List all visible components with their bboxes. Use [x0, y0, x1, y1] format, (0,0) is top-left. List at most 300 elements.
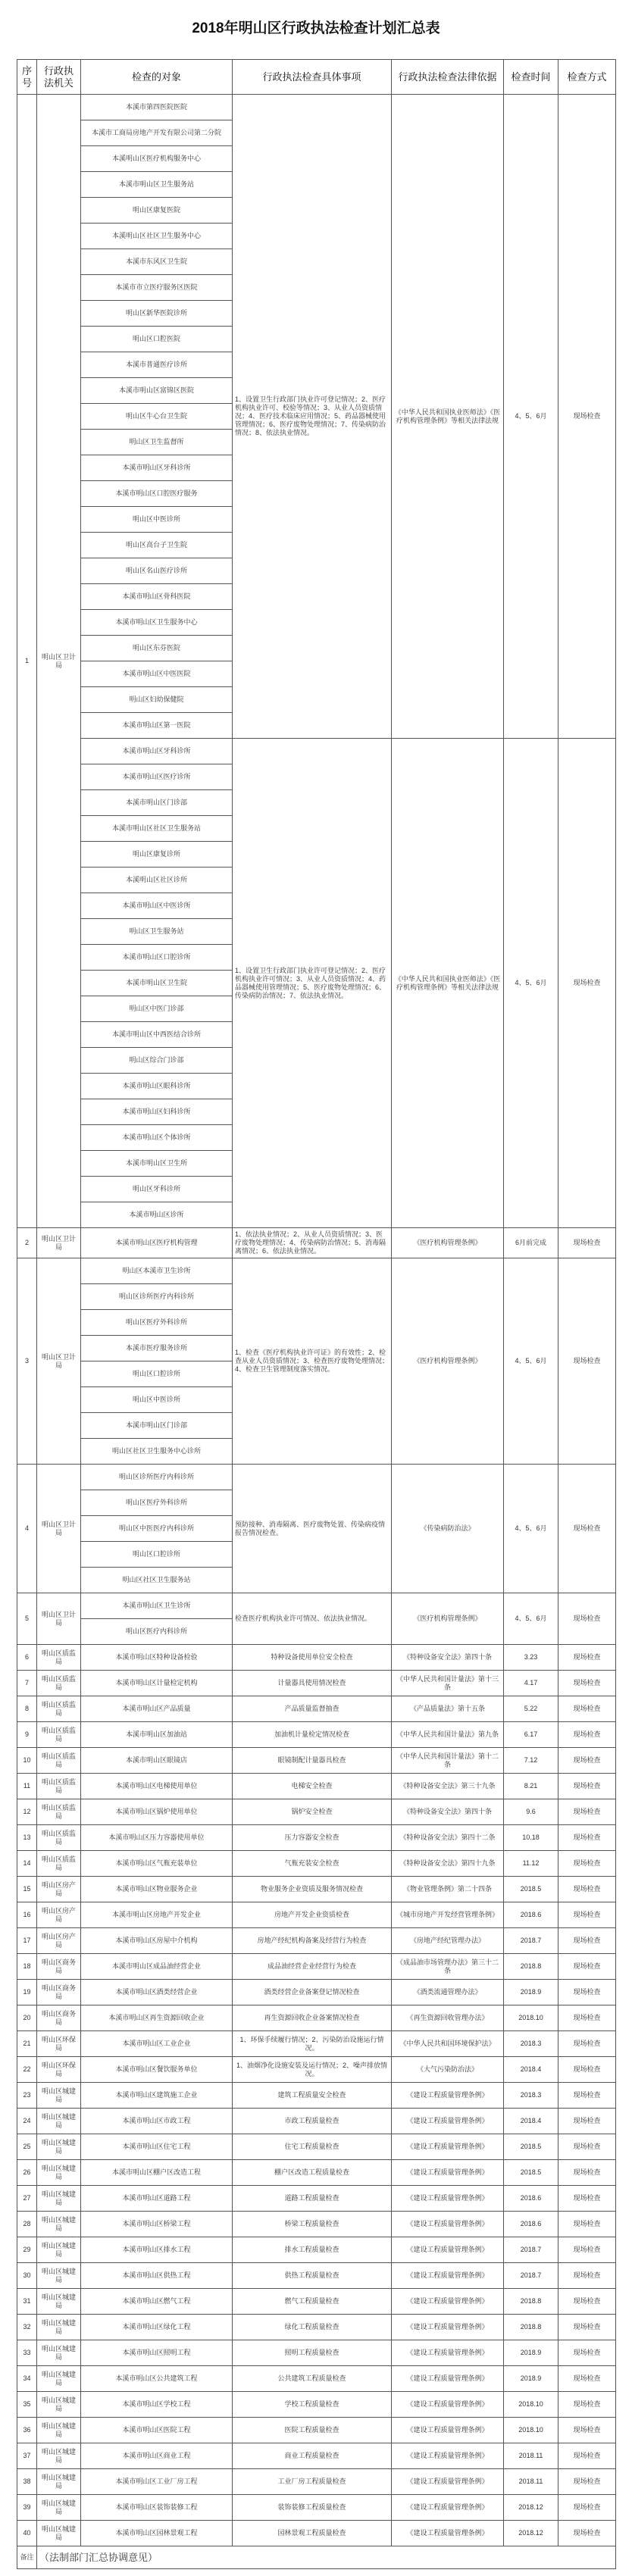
table-row — [17, 2443, 616, 2469]
time-cell: 2018.6 — [504, 2186, 558, 2212]
agency-cell: 明山区商务局 — [37, 1980, 81, 2005]
items-cell: 桥梁工程质量检查 — [233, 2212, 392, 2237]
object-cell: 本溪市明山区道路工程 — [81, 2186, 233, 2212]
page-title: 2018年明山区行政执法检查计划汇总表 — [192, 20, 440, 36]
time-cell: 3.23 — [504, 1645, 558, 1671]
method-cell: 现场检查 — [558, 1825, 616, 1851]
col-header-no: 序号 — [17, 60, 37, 95]
table-row — [17, 2495, 616, 2521]
agency-cell: 明山区环保局 — [37, 2031, 81, 2057]
row-number: 14 — [17, 1851, 37, 1877]
method-cell: 现场检查 — [558, 1851, 616, 1877]
time-cell: 2018.6 — [504, 1902, 558, 1928]
items-cell: 电梯安全检查 — [233, 1774, 392, 1799]
table-row — [17, 1774, 616, 1799]
items-cell: 计量器具使用情况检查 — [233, 1671, 392, 1696]
object-cell: 本溪市明山区加油站 — [81, 1722, 233, 1748]
method-cell: 现场检查 — [558, 2443, 616, 2469]
row-number: 26 — [17, 2160, 37, 2186]
items-cell: 工业厂房工程质量检查 — [233, 2469, 392, 2495]
object-cell: 本溪市明山区卫生诊所 — [81, 1593, 233, 1619]
row-number: 10 — [17, 1748, 37, 1774]
row-number: 12 — [17, 1799, 37, 1825]
object-cell: 明山区东芬医院 — [81, 636, 233, 661]
object-cell: 明山区中医医疗内科诊所 — [81, 1516, 233, 1542]
object-cell: 本溪市明山区口腔医疗服务 — [81, 481, 233, 507]
agency-cell: 明山区质监局 — [37, 1671, 81, 1696]
items-cell: 房地产经纪机构备案及经营行为检查 — [233, 1928, 392, 1954]
agency-cell: 明山区卫计局 — [37, 1593, 81, 1645]
object-cell: 本溪市明山区市政工程 — [81, 2109, 233, 2134]
agency-cell: 明山区商务局 — [37, 1954, 81, 1980]
object-cell: 本溪市明山区桥梁工程 — [81, 2212, 233, 2237]
object-cell: 明山区新华医院诊所 — [81, 301, 233, 327]
object-cell: 明山区卫生监督所 — [81, 430, 233, 455]
method-cell: 现场检查 — [558, 2083, 616, 2109]
basis-cell: 《特种设备安全法》第四十条 — [392, 1645, 504, 1671]
table-row — [17, 1593, 616, 1619]
row-number: 7 — [17, 1671, 37, 1696]
basis-cell: 《建设工程质量管理条例》 — [392, 2521, 504, 2546]
agency-cell: 明山区房产局 — [37, 1877, 81, 1902]
row-number: 11 — [17, 1774, 37, 1799]
items-cell: 住宅工程质量检查 — [233, 2134, 392, 2160]
items-cell: 1、检查《医疗机构执业许可证》的有效性；2、检查从业人员资质情况；3、检查医疗废物处理情况；4、检查卫生管理制度落实情况。 — [233, 1258, 392, 1465]
footer-row — [17, 2546, 616, 2569]
object-cell: 本溪明山区医疗机构服务中心 — [81, 146, 233, 172]
agency-cell: 明山区城建局 — [37, 2366, 81, 2392]
items-cell: 物业服务企业资质及服务情况检查 — [233, 1877, 392, 1902]
method-cell: 现场检查 — [558, 1645, 616, 1671]
table-row — [17, 2289, 616, 2315]
items-cell: 市政工程质量检查 — [233, 2109, 392, 2134]
object-cell: 本溪市明山区门诊部 — [81, 790, 233, 816]
table-row — [17, 1928, 616, 1954]
time-cell: 2018.7 — [504, 2263, 558, 2289]
object-cell: 明山区高台子卫生院 — [81, 533, 233, 558]
items-cell: 公共建筑工程质量检查 — [233, 2366, 392, 2392]
time-cell: 2018.11 — [504, 2443, 558, 2469]
object-cell: 本溪市明山区物业服务企业 — [81, 1877, 233, 1902]
method-cell: 现场检查 — [558, 1258, 616, 1465]
agency-cell: 明山区质监局 — [37, 1748, 81, 1774]
items-cell: 建筑工程质量安全检查 — [233, 2083, 392, 2109]
object-cell: 明山区中医诊所 — [81, 1387, 233, 1413]
basis-cell: 《特种设备安全法》第四十二条 — [392, 1825, 504, 1851]
items-cell: 1、油烟净化设施安装及运行情况；2、噪声排放情况。 — [233, 2057, 392, 2083]
method-cell: 现场检查 — [558, 739, 616, 1228]
time-cell: 8.21 — [504, 1774, 558, 1799]
object-cell: 本溪市明山区住宅工程 — [81, 2134, 233, 2160]
method-cell: 现场检查 — [558, 2031, 616, 2057]
table-row — [17, 2109, 616, 2134]
agency-cell: 明山区城建局 — [37, 2134, 81, 2160]
object-cell: 本溪市明山区卫生所 — [81, 1151, 233, 1177]
table-row — [17, 1851, 616, 1877]
method-cell: 现场检查 — [558, 2186, 616, 2212]
table-row — [17, 2005, 616, 2031]
table-row — [17, 2366, 616, 2392]
time-cell: 2018.9 — [504, 2366, 558, 2392]
object-cell: 本溪市明山区排水工程 — [81, 2237, 233, 2263]
row-number: 18 — [17, 1954, 37, 1980]
items-cell: 1、依法执业情况；2、从业人员资质情况；3、医疗废物处理情况；4、传染病防治情况；5、消毒隔离情况；6、依法执业情况。 — [233, 1228, 392, 1258]
items-cell: 成品油经营企业经营行为检查 — [233, 1954, 392, 1980]
agency-cell: 明山区城建局 — [37, 2315, 81, 2340]
basis-cell: 《医疗机构管理条例》 — [392, 1228, 504, 1258]
items-cell: 学校工程质量检查 — [233, 2392, 392, 2418]
items-cell: 房地产开发企业资质检查 — [233, 1902, 392, 1928]
object-cell: 本溪市明山区个体诊所 — [81, 1125, 233, 1151]
time-cell: 2018.10 — [504, 2392, 558, 2418]
items-cell: 1、环保手续履行情况；2、污染防治设施运行情况。 — [233, 2031, 392, 2057]
table-row — [17, 1877, 616, 1902]
time-cell: 2018.6 — [504, 2212, 558, 2237]
time-cell: 2018.12 — [504, 2495, 558, 2521]
object-cell: 本溪明山区社区诊所 — [81, 868, 233, 893]
method-cell: 现场检查 — [558, 2109, 616, 2134]
items-cell: 预防接种、消毒隔离、医疗废物处置、传染病疫情报告情况检查。 — [233, 1465, 392, 1593]
agency-cell: 明山区卫计局 — [37, 1228, 81, 1258]
object-cell: 本溪市明山区餐饮服务单位 — [81, 2057, 233, 2083]
method-cell: 现场检查 — [558, 2057, 616, 2083]
table-row — [17, 2392, 616, 2418]
row-number: 1 — [17, 95, 37, 1228]
method-cell: 现场检查 — [558, 1954, 616, 1980]
basis-cell: 《中华人民共和国计量法》第十三条 — [392, 1671, 504, 1696]
time-cell: 4、5、6月 — [504, 1465, 558, 1593]
method-cell: 现场检查 — [558, 1228, 616, 1258]
method-cell: 现场检查 — [558, 1980, 616, 2005]
object-cell: 本溪市明山区诊所 — [81, 1202, 233, 1228]
basis-cell: 《建设工程质量管理条例》 — [392, 2418, 504, 2443]
agency-cell: 明山区城建局 — [37, 2186, 81, 2212]
object-cell: 本溪市明山区房地产开发企业 — [81, 1902, 233, 1928]
object-cell: 明山区口腔医院 — [81, 327, 233, 352]
object-cell: 明山区牛心台卫生院 — [81, 404, 233, 430]
time-cell: 2018.4 — [504, 2109, 558, 2134]
basis-cell: 《城市房地产开发经营管理条例》 — [392, 1902, 504, 1928]
basis-cell: 《建设工程质量管理条例》 — [392, 2315, 504, 2340]
agency-cell: 明山区卫计局 — [37, 1258, 81, 1465]
basis-cell: 《医疗机构管理条例》 — [392, 1593, 504, 1645]
method-cell: 现场检查 — [558, 2134, 616, 2160]
object-cell: 本溪市市立医疗服务区医院 — [81, 275, 233, 301]
object-cell: 本溪市普通医疗诊所 — [81, 352, 233, 378]
table-row — [17, 2134, 616, 2160]
time-cell: 2018.5 — [504, 2160, 558, 2186]
object-cell: 本溪市明山区房屋中介机构 — [81, 1928, 233, 1954]
object-cell: 本溪市明山区口腔诊所 — [81, 945, 233, 971]
plan-table — [17, 59, 616, 2569]
basis-cell: 《大气污染防治法》 — [392, 2057, 504, 2083]
object-cell: 明山区康复诊所 — [81, 842, 233, 868]
time-cell: 4.17 — [504, 1671, 558, 1696]
basis-cell: 《特种设备安全法》第四十九条 — [392, 1851, 504, 1877]
time-cell: 2018.5 — [504, 2134, 558, 2160]
time-cell: 2018.10 — [504, 2418, 558, 2443]
object-cell: 本溪市明山区商业工程 — [81, 2443, 233, 2469]
table-row — [17, 2237, 616, 2263]
method-cell: 现场检查 — [558, 1593, 616, 1645]
basis-cell: 《中华人民共和国执业医师法》《医疗机构管理条例》等相关法律法规 — [392, 739, 504, 1228]
row-number: 33 — [17, 2340, 37, 2366]
object-cell: 本溪市明山区中医医院 — [81, 661, 233, 687]
row-number: 37 — [17, 2443, 37, 2469]
object-cell: 本溪市明山区计量检定机构 — [81, 1671, 233, 1696]
method-cell: 现场检查 — [558, 2392, 616, 2418]
table-row — [17, 2340, 616, 2366]
row-number: 9 — [17, 1722, 37, 1748]
object-cell: 本溪市第四医院医院 — [81, 95, 233, 120]
basis-cell: 《特种设备安全法》第四十条 — [392, 1799, 504, 1825]
object-cell: 本溪市明山区产品质量 — [81, 1696, 233, 1722]
table-row — [17, 1258, 616, 1284]
time-cell: 2018.8 — [504, 2315, 558, 2340]
object-cell: 本溪市明山区牙科诊所 — [81, 739, 233, 764]
object-cell: 本溪市明山区燃气工程 — [81, 2289, 233, 2315]
items-cell: 棚户区改造工程质量检查 — [233, 2160, 392, 2186]
object-cell: 明山区中医门诊部 — [81, 996, 233, 1022]
row-number: 13 — [17, 1825, 37, 1851]
col-header-method: 检查方式 — [558, 60, 616, 95]
col-header-items: 行政执法检查具体事项 — [233, 60, 392, 95]
time-cell: 7.12 — [504, 1748, 558, 1774]
time-cell: 4、5、6月 — [504, 1593, 558, 1645]
object-cell: 明山区社区卫生服务站 — [81, 1568, 233, 1593]
method-cell: 现场检查 — [558, 2289, 616, 2315]
items-cell: 气瓶充装安全检查 — [233, 1851, 392, 1877]
object-cell: 明山区牙科诊所 — [81, 1177, 233, 1202]
agency-cell: 明山区质监局 — [37, 1825, 81, 1851]
row-number: 32 — [17, 2315, 37, 2340]
object-cell: 本溪市明山区富锦区医院 — [81, 378, 233, 404]
object-cell: 本溪市明山区卫生服务站 — [81, 172, 233, 198]
object-cell: 本溪市明山区医疗诊所 — [81, 764, 233, 790]
row-number: 2 — [17, 1228, 37, 1258]
table-row — [17, 2186, 616, 2212]
object-cell: 本溪市明山区锅炉使用单位 — [81, 1799, 233, 1825]
header-row — [17, 60, 616, 95]
object-cell: 本溪市明山区学校工程 — [81, 2392, 233, 2418]
items-cell: 园林景观工程质量检查 — [233, 2521, 392, 2546]
method-cell: 现场检查 — [558, 2263, 616, 2289]
table-row — [17, 2160, 616, 2186]
agency-cell: 明山区质监局 — [37, 1645, 81, 1671]
row-number: 16 — [17, 1902, 37, 1928]
time-cell: 6月前完成 — [504, 1228, 558, 1258]
items-cell: 锅炉安全检查 — [233, 1799, 392, 1825]
table-row — [17, 95, 616, 120]
basis-cell: 《建设工程质量管理条例》 — [392, 2469, 504, 2495]
basis-cell: 《房地产经纪管理办法》 — [392, 1928, 504, 1954]
col-header-time: 检查时间 — [504, 60, 558, 95]
basis-cell: 《建设工程质量管理条例》 — [392, 2186, 504, 2212]
object-cell: 本溪市明山区建筑施工企业 — [81, 2083, 233, 2109]
items-cell: 1、设置卫生行政部门执业许可登记情况；2、医疗机构执业许可情况；3、从业人员资质情况；4、药品器械使用管理情况；5、医疗废物处理情况；6、传染病防治情况；7、依法执业情况。 — [233, 739, 392, 1228]
basis-cell: 《中华人民共和国环境保护法》 — [392, 2031, 504, 2057]
object-cell: 本溪市明山区工业企业 — [81, 2031, 233, 2057]
table-row — [17, 1465, 616, 1490]
method-cell: 现场检查 — [558, 1877, 616, 1902]
method-cell: 现场检查 — [558, 2160, 616, 2186]
table-row — [17, 1902, 616, 1928]
row-number: 31 — [17, 2289, 37, 2315]
items-cell: 燃气工程质量检查 — [233, 2289, 392, 2315]
table-row — [17, 2212, 616, 2237]
basis-cell: 《物业管理条例》第二十四条 — [392, 1877, 504, 1902]
agency-cell: 明山区房产局 — [37, 1928, 81, 1954]
time-cell: 9.6 — [504, 1799, 558, 1825]
basis-cell: 《中华人民共和国执业医师法》《医疗机构管理条例》等相关法律法规 — [392, 95, 504, 739]
time-cell: 2018.12 — [504, 2521, 558, 2546]
row-number: 35 — [17, 2392, 37, 2418]
method-cell: 现场检查 — [558, 1774, 616, 1799]
object-cell: 明山区医疗外科诊所 — [81, 1310, 233, 1336]
row-number: 38 — [17, 2469, 37, 2495]
basis-cell: 《建设工程质量管理条例》 — [392, 2263, 504, 2289]
time-cell: 4、5、6月 — [504, 1258, 558, 1465]
object-cell: 本溪市明山区卫生院 — [81, 971, 233, 996]
items-cell: 再生资源回收企业备案情况检查 — [233, 2005, 392, 2031]
table-row — [17, 2315, 616, 2340]
object-cell: 本溪市明山区工业厂房工程 — [81, 2469, 233, 2495]
items-cell: 照明工程质量检查 — [233, 2340, 392, 2366]
method-cell: 现场检查 — [558, 1671, 616, 1696]
basis-cell: 《中华人民共和国计量法》第十二条 — [392, 1748, 504, 1774]
table-row — [17, 2031, 616, 2057]
object-cell: 本溪市明山区气瓶充装单位 — [81, 1851, 233, 1877]
time-cell: 4、5、6月 — [504, 95, 558, 739]
items-cell: 道路工程质量检查 — [233, 2186, 392, 2212]
object-cell: 本溪市明山区门诊部 — [81, 1413, 233, 1439]
object-cell: 明山区诊所医疗内科诊所 — [81, 1465, 233, 1490]
table-row — [17, 2057, 616, 2083]
basis-cell: 《建设工程质量管理条例》 — [392, 2289, 504, 2315]
time-cell: 2018.8 — [504, 2289, 558, 2315]
table-row — [17, 2469, 616, 2495]
agency-cell: 明山区质监局 — [37, 1696, 81, 1722]
object-cell: 本溪市明山区酒类经营企业 — [81, 1980, 233, 2005]
object-cell: 本溪市明山区再生资源回收企业 — [81, 2005, 233, 2031]
table-row — [17, 1825, 616, 1851]
method-cell: 现场检查 — [558, 1902, 616, 1928]
basis-cell: 《建设工程质量管理条例》 — [392, 2160, 504, 2186]
items-cell: 绿化工程质量检查 — [233, 2315, 392, 2340]
time-cell: 2018.3 — [504, 2083, 558, 2109]
items-cell: 装饰装修工程质量检查 — [233, 2495, 392, 2521]
object-cell: 本溪市明山区特种设备检验 — [81, 1645, 233, 1671]
items-cell: 检查医疗机构执业许可情况、依法执业情况。 — [233, 1593, 392, 1645]
object-cell: 明山区口腔诊所 — [81, 1361, 233, 1387]
row-number: 17 — [17, 1928, 37, 1954]
items-cell: 眼镜制配计量器具检查 — [233, 1748, 392, 1774]
basis-cell: 《建设工程质量管理条例》 — [392, 2237, 504, 2263]
row-number: 6 — [17, 1645, 37, 1671]
row-number: 28 — [17, 2212, 37, 2237]
time-cell: 2018.3 — [504, 2031, 558, 2057]
object-cell: 明山区本溪市卫生诊所 — [81, 1258, 233, 1284]
time-cell: 2018.9 — [504, 2340, 558, 2366]
items-cell: 酒类经营企业备案登记情况检查 — [233, 1980, 392, 2005]
items-cell: 商业工程质量检查 — [233, 2443, 392, 2469]
agency-cell: 明山区城建局 — [37, 2340, 81, 2366]
object-cell: 明山区综合门诊部 — [81, 1048, 233, 1074]
basis-cell: 《建设工程质量管理条例》 — [392, 2495, 504, 2521]
method-cell: 现场检查 — [558, 2315, 616, 2340]
time-cell: 2018.11 — [504, 2469, 558, 2495]
time-cell: 2018.10 — [504, 2005, 558, 2031]
agency-cell: 明山区质监局 — [37, 1722, 81, 1748]
items-cell: 加油机计量检定情况检查 — [233, 1722, 392, 1748]
time-cell: 6.17 — [504, 1722, 558, 1748]
row-number: 36 — [17, 2418, 37, 2443]
method-cell: 现场检查 — [558, 2237, 616, 2263]
table-row — [17, 1954, 616, 1980]
row-number: 25 — [17, 2134, 37, 2160]
col-header-agency: 行政执法机关 — [37, 60, 81, 95]
items-cell: 医院工程质量检查 — [233, 2418, 392, 2443]
footer-note: （法制部门汇总协调意见） — [37, 2546, 616, 2569]
object-cell: 本溪市明山区骨科医院 — [81, 584, 233, 610]
time-cell: 2018.5 — [504, 1877, 558, 1902]
agency-cell: 明山区城建局 — [37, 2212, 81, 2237]
agency-cell: 明山区城建局 — [37, 2469, 81, 2495]
items-cell: 压力容器安全检查 — [233, 1825, 392, 1851]
object-cell: 本溪市明山区医院工程 — [81, 2418, 233, 2443]
object-cell: 本溪市明山区卫生服务中心 — [81, 610, 233, 636]
agency-cell: 明山区城建局 — [37, 2263, 81, 2289]
time-cell: 2018.8 — [504, 1954, 558, 1980]
row-number: 29 — [17, 2237, 37, 2263]
object-cell: 本溪市明山区供热工程 — [81, 2263, 233, 2289]
object-cell: 明山区医疗外科诊所 — [81, 1490, 233, 1516]
table-row — [17, 2418, 616, 2443]
method-cell: 现场检查 — [558, 1799, 616, 1825]
method-cell: 现场检查 — [558, 2521, 616, 2546]
row-number: 23 — [17, 2083, 37, 2109]
row-number: 15 — [17, 1877, 37, 1902]
object-cell: 明山区卫生服务站 — [81, 919, 233, 945]
method-cell: 现场检查 — [558, 2340, 616, 2366]
object-cell: 本溪市明山区绿化工程 — [81, 2315, 233, 2340]
agency-cell: 明山区城建局 — [37, 2392, 81, 2418]
object-cell: 本溪市明山区中西医结合诊所 — [81, 1022, 233, 1048]
time-cell: 2018.9 — [504, 1980, 558, 2005]
agency-cell: 明山区质监局 — [37, 1774, 81, 1799]
agency-cell: 明山区城建局 — [37, 2495, 81, 2521]
object-cell: 本溪市明山区电梯使用单位 — [81, 1774, 233, 1799]
table-row — [17, 1645, 616, 1671]
agency-cell: 明山区城建局 — [37, 2109, 81, 2134]
table-row — [17, 1671, 616, 1696]
basis-cell: 《建设工程质量管理条例》 — [392, 2109, 504, 2134]
object-cell: 本溪市工商局房地产开发有限公司第二分院 — [81, 120, 233, 146]
object-cell: 本溪市明山区妇科诊所 — [81, 1099, 233, 1125]
basis-cell: 《建设工程质量管理条例》 — [392, 2366, 504, 2392]
basis-cell: 《建设工程质量管理条例》 — [392, 2340, 504, 2366]
object-cell: 本溪市明山区社区卫生服务站 — [81, 816, 233, 842]
basis-cell: 《建设工程质量管理条例》 — [392, 2134, 504, 2160]
row-number: 21 — [17, 2031, 37, 2057]
row-number: 30 — [17, 2263, 37, 2289]
row-number: 39 — [17, 2495, 37, 2521]
object-cell: 明山区社区卫生服务中心诊所 — [81, 1439, 233, 1465]
items-cell: 供热工程质量检查 — [233, 2263, 392, 2289]
time-cell: 2018.4 — [504, 2057, 558, 2083]
object-cell: 本溪市明山区棚户区改造工程 — [81, 2160, 233, 2186]
row-number: 5 — [17, 1593, 37, 1645]
